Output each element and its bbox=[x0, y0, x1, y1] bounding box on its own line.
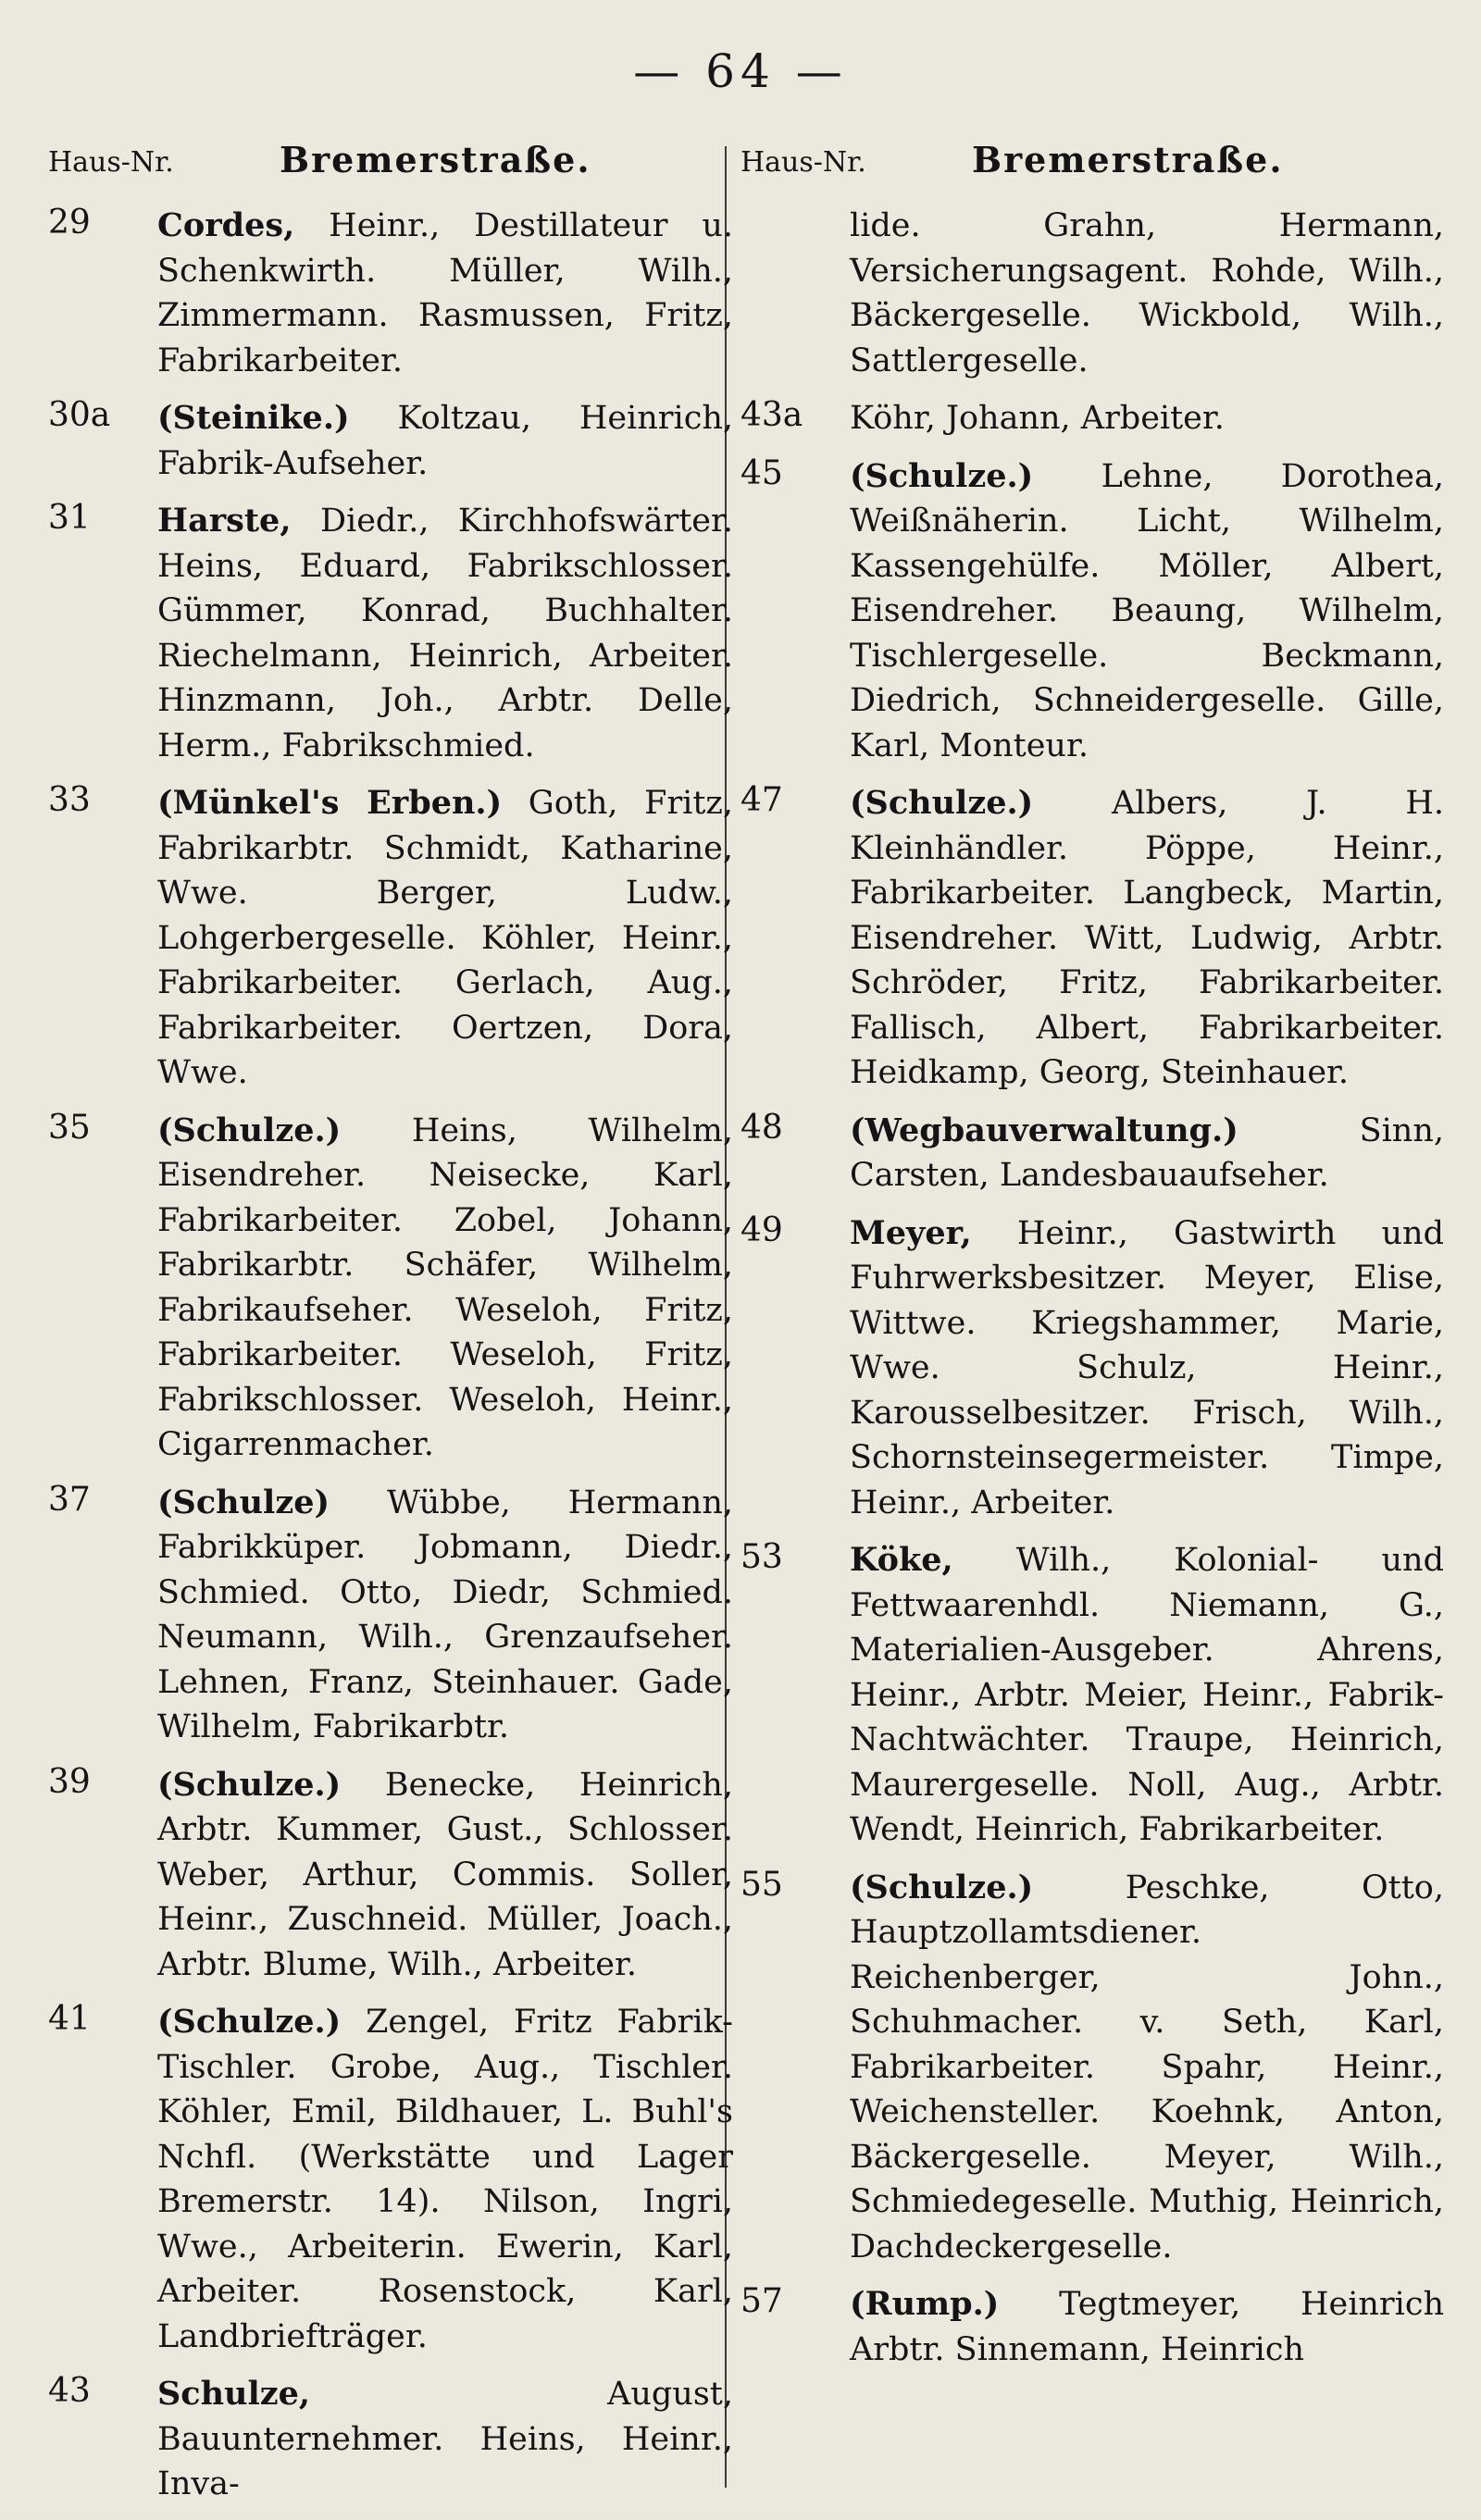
entry-text bbox=[850, 1109, 1444, 1198]
house-number-label: Haus-Nr. bbox=[740, 146, 866, 179]
entry-text bbox=[157, 2000, 733, 2359]
entry-text bbox=[850, 781, 1444, 1096]
entry-text bbox=[157, 204, 733, 383]
house-number: 43a bbox=[740, 396, 803, 434]
entry-text bbox=[850, 1538, 1444, 1853]
owner-name: (Schulze.) bbox=[850, 784, 1034, 822]
residents-text: Albers, J. H. Kleinhändler. Pöppe, Heinr., Fabrikarbeiter. Langbeck, Martin, Eisendreher. Witt, Ludwig, Arbtr. Schröder, Fritz, Fabrikarbeiter. Fallisch, Albert, Fabrikarbeiter. Heidkamp, Georg, Steinhauer. bbox=[850, 785, 1444, 1091]
house-number: 35 bbox=[48, 1108, 91, 1147]
house-number: 30a bbox=[48, 396, 111, 434]
owner-name: (Schulze.) bbox=[850, 456, 1034, 495]
residents-text: Peschke, Otto, Hauptzollamtsdiener. Reichenberger, John., Schuhmacher. v. Seth, Karl, Fabrikarbeiter. Spahr, Heinr., Weichensteller. Koehnk, Anton, Bäckergeselle. Meyer, Wilh., Schmiedegeselle. Muthig, Heinrich, Dachdeckergeselle. bbox=[850, 1868, 1444, 2266]
house-number: 47 bbox=[740, 781, 783, 819]
residents-text: August, Bauunternehmer. Heins, Heinr., Inva- bbox=[157, 2376, 733, 2502]
residents-text: Heins, Wilhelm, Eisendreher. Neisecke, Karl, Fabrikarbeiter. Zobel, Johann, Fabrikarbtr. Schäfer, Wilhelm, Fabrikaufseher. Weseloh, Fritz, Fabrikarbeiter. Weseloh, Fritz, Fabrikschlosser. Weseloh, Heinr., Cigarrenmacher. bbox=[157, 1111, 733, 1463]
entry-text bbox=[157, 2372, 733, 2507]
directory-entry bbox=[48, 1481, 733, 1750]
owner-name: Cordes, bbox=[157, 206, 295, 244]
house-number: 49 bbox=[740, 1210, 783, 1249]
residents-text: Sinn, Carsten, Landesbauaufseher. bbox=[850, 1111, 1444, 1194]
directory-entry bbox=[740, 1538, 1444, 1853]
house-number: 39 bbox=[48, 1762, 91, 1801]
entry-text bbox=[850, 1211, 1444, 1526]
directory-entry bbox=[48, 204, 733, 383]
directory-entry bbox=[740, 781, 1444, 1096]
left-column bbox=[48, 139, 733, 2520]
directory-entry bbox=[740, 1211, 1444, 1526]
street-name: Bremerstraße. bbox=[280, 139, 591, 180]
owner-name: (Schulze.) bbox=[850, 1868, 1034, 1906]
street-name: Bremerstraße. bbox=[972, 139, 1284, 180]
owner-name: (Wegbauverwaltung.) bbox=[850, 1111, 1238, 1149]
residents-text: Heinr., Destillateur u. Schenkwirth. Müller, Wilh., Zimmermann. Rasmussen, Fritz, Fabrikarbeiter. bbox=[157, 207, 733, 379]
entry-text bbox=[850, 1866, 1444, 2270]
residents-text: Diedr., Kirchhofswärter. Heins, Eduard, Fabrikschlosser. Gümmer, Konrad, Buchhalter. Riechelmann, Heinrich, Arbeiter. Hinzmann, Joh., Arbtr. Delle, Herm., Fabrikschmied. bbox=[157, 503, 733, 764]
directory-entry bbox=[48, 2372, 733, 2507]
house-number: 53 bbox=[740, 1538, 783, 1576]
house-number: 37 bbox=[48, 1480, 91, 1519]
house-number: 41 bbox=[48, 2000, 91, 2038]
residents-text: Lehne, Dorothea, Weißnäherin. Licht, Wilhelm, Kassengehülfe. Möller, Albert, Eisendreher. Beaung, Wilhelm, Tischlergeselle. Beckmann, Diedrich, Schneidergeselle. Gille, Karl, Monteur. bbox=[850, 457, 1444, 764]
house-number: 57 bbox=[740, 2282, 783, 2320]
owner-name: Harste, bbox=[157, 502, 292, 540]
entry-text bbox=[850, 454, 1444, 769]
right-column-header bbox=[740, 139, 1444, 204]
owner-name: (Rump.) bbox=[850, 2285, 1000, 2323]
right-entries bbox=[740, 396, 1444, 2372]
directory-entry bbox=[48, 396, 733, 486]
owner-name: Köke, bbox=[850, 1541, 953, 1579]
directory-entry bbox=[740, 454, 1444, 769]
house-number: 55 bbox=[740, 1865, 783, 1904]
owner-name: (Münkel's Erben.) bbox=[157, 784, 503, 822]
house-number: 33 bbox=[48, 781, 91, 819]
residents-text: Wilh., Kolonial- und Fettwaarenhdl. Niemann, G., Materialien-Ausgeber. Ahrens, Heinr., Arbtr. Meier, Heinr., Fabrik-Nachtwächter. Traupe, Heinrich, Maurergeselle. Noll, Aug., Arbtr. Wendt, Heinrich, Fabrikarbeiter. bbox=[850, 1542, 1444, 1848]
directory-entry bbox=[740, 1866, 1444, 2270]
right-column bbox=[740, 139, 1444, 2385]
left-column-header bbox=[48, 139, 733, 204]
owner-name: (Steinike.) bbox=[157, 399, 350, 437]
residents-text: Köhr, Johann, Arbeiter. bbox=[850, 400, 1225, 437]
left-entries bbox=[48, 204, 733, 2507]
residents-text: Koltzau, Heinrich, Fabrik-Aufseher. bbox=[157, 400, 733, 482]
entry-text bbox=[157, 781, 733, 1096]
entry-text bbox=[157, 1481, 733, 1750]
house-number: 29 bbox=[48, 204, 91, 242]
residents-text: Goth, Fritz, Fabrikarbtr. Schmidt, Katharine, Wwe. Berger, Ludw., Lohgerbergeselle. Köhler, Heinr., Fabrikarbeiter. Gerlach, Aug., Fabrikarbeiter. Oertzen, Dora, Wwe. bbox=[157, 785, 733, 1091]
directory-entry bbox=[740, 396, 1444, 441]
residents-text: Tegtmeyer, Heinrich Arbtr. Sinnemann, Heinrich bbox=[850, 2286, 1444, 2368]
directory-entry bbox=[48, 499, 733, 768]
directory-entry bbox=[48, 781, 733, 1096]
page-number: — 64 — bbox=[633, 44, 848, 98]
owner-name: (Schulze.) bbox=[157, 1111, 342, 1149]
residents-text: Benecke, Heinrich, Arbtr. Kummer, Gust., Schlosser. Weber, Arthur, Commis. Soller, Heinr., Zuschneid. Müller, Joach., Arbtr. Blume, Wilh., Arbeiter. bbox=[157, 1766, 733, 1983]
entry-text: lide. Grahn, Hermann, Versicherungsagent. Rohde, Wilh., Bäckergeselle. Wickbold, Wilh., Sattlergeselle. bbox=[850, 207, 1444, 379]
entry-text bbox=[850, 396, 1444, 441]
residents-text: Zengel, Fritz Fabrik-Tischler. Grobe, Aug., Tischler. Köhler, Emil, Bildhauer, L. Buhl's Nchfl. (Werkstätte und Lager Bremerstr. 14). Nilson, Ingri, Wwe., Arbeiterin. Ewerin, Karl, Arbeiter. Rosenstock, Karl, Landbriefträger. bbox=[157, 2004, 733, 2355]
continuation-entry bbox=[740, 204, 1444, 383]
house-number: 45 bbox=[740, 453, 783, 492]
residents-text: Heinr., Gastwirth und Fuhrwerksbesitzer. Meyer, Elise, Wittwe. Kriegshammer, Marie, Wwe. Schulz, Heinr., Karousselbesitzer. Frisch, Wilh., Schornsteinsegermeister. Timpe, Heinr., Arbeiter. bbox=[850, 1214, 1444, 1521]
entry-text bbox=[157, 1109, 733, 1468]
owner-name: (Schulze.) bbox=[157, 2003, 342, 2041]
owner-name: Schulze, bbox=[157, 2375, 311, 2413]
house-number: 48 bbox=[740, 1108, 783, 1147]
directory-entry bbox=[48, 2000, 733, 2359]
owner-name: (Schulze.) bbox=[157, 1765, 342, 1804]
house-number: 43 bbox=[48, 2372, 91, 2410]
directory-entry bbox=[48, 1109, 733, 1468]
owner-name: (Schulze) bbox=[157, 1483, 330, 1521]
directory-entry bbox=[740, 1109, 1444, 1198]
house-number-label: Haus-Nr. bbox=[48, 146, 174, 179]
owner-name: Meyer, bbox=[850, 1213, 972, 1252]
residents-text: Wübbe, Hermann, Fabrikküper. Jobmann, Diedr., Schmied. Otto, Diedr, Schmied. Neumann, Wilh., Grenzaufseher. Lehnen, Franz, Steinhauer. Gade, Wilhelm, Fabrikarbtr. bbox=[157, 1483, 733, 1745]
entry-text bbox=[850, 2282, 1444, 2372]
entry-text bbox=[157, 396, 733, 486]
entry-text bbox=[157, 499, 733, 768]
entry-text bbox=[157, 1763, 733, 1988]
directory-entry bbox=[740, 2282, 1444, 2372]
directory-entry bbox=[48, 1763, 733, 1988]
house-number: 31 bbox=[48, 499, 91, 537]
